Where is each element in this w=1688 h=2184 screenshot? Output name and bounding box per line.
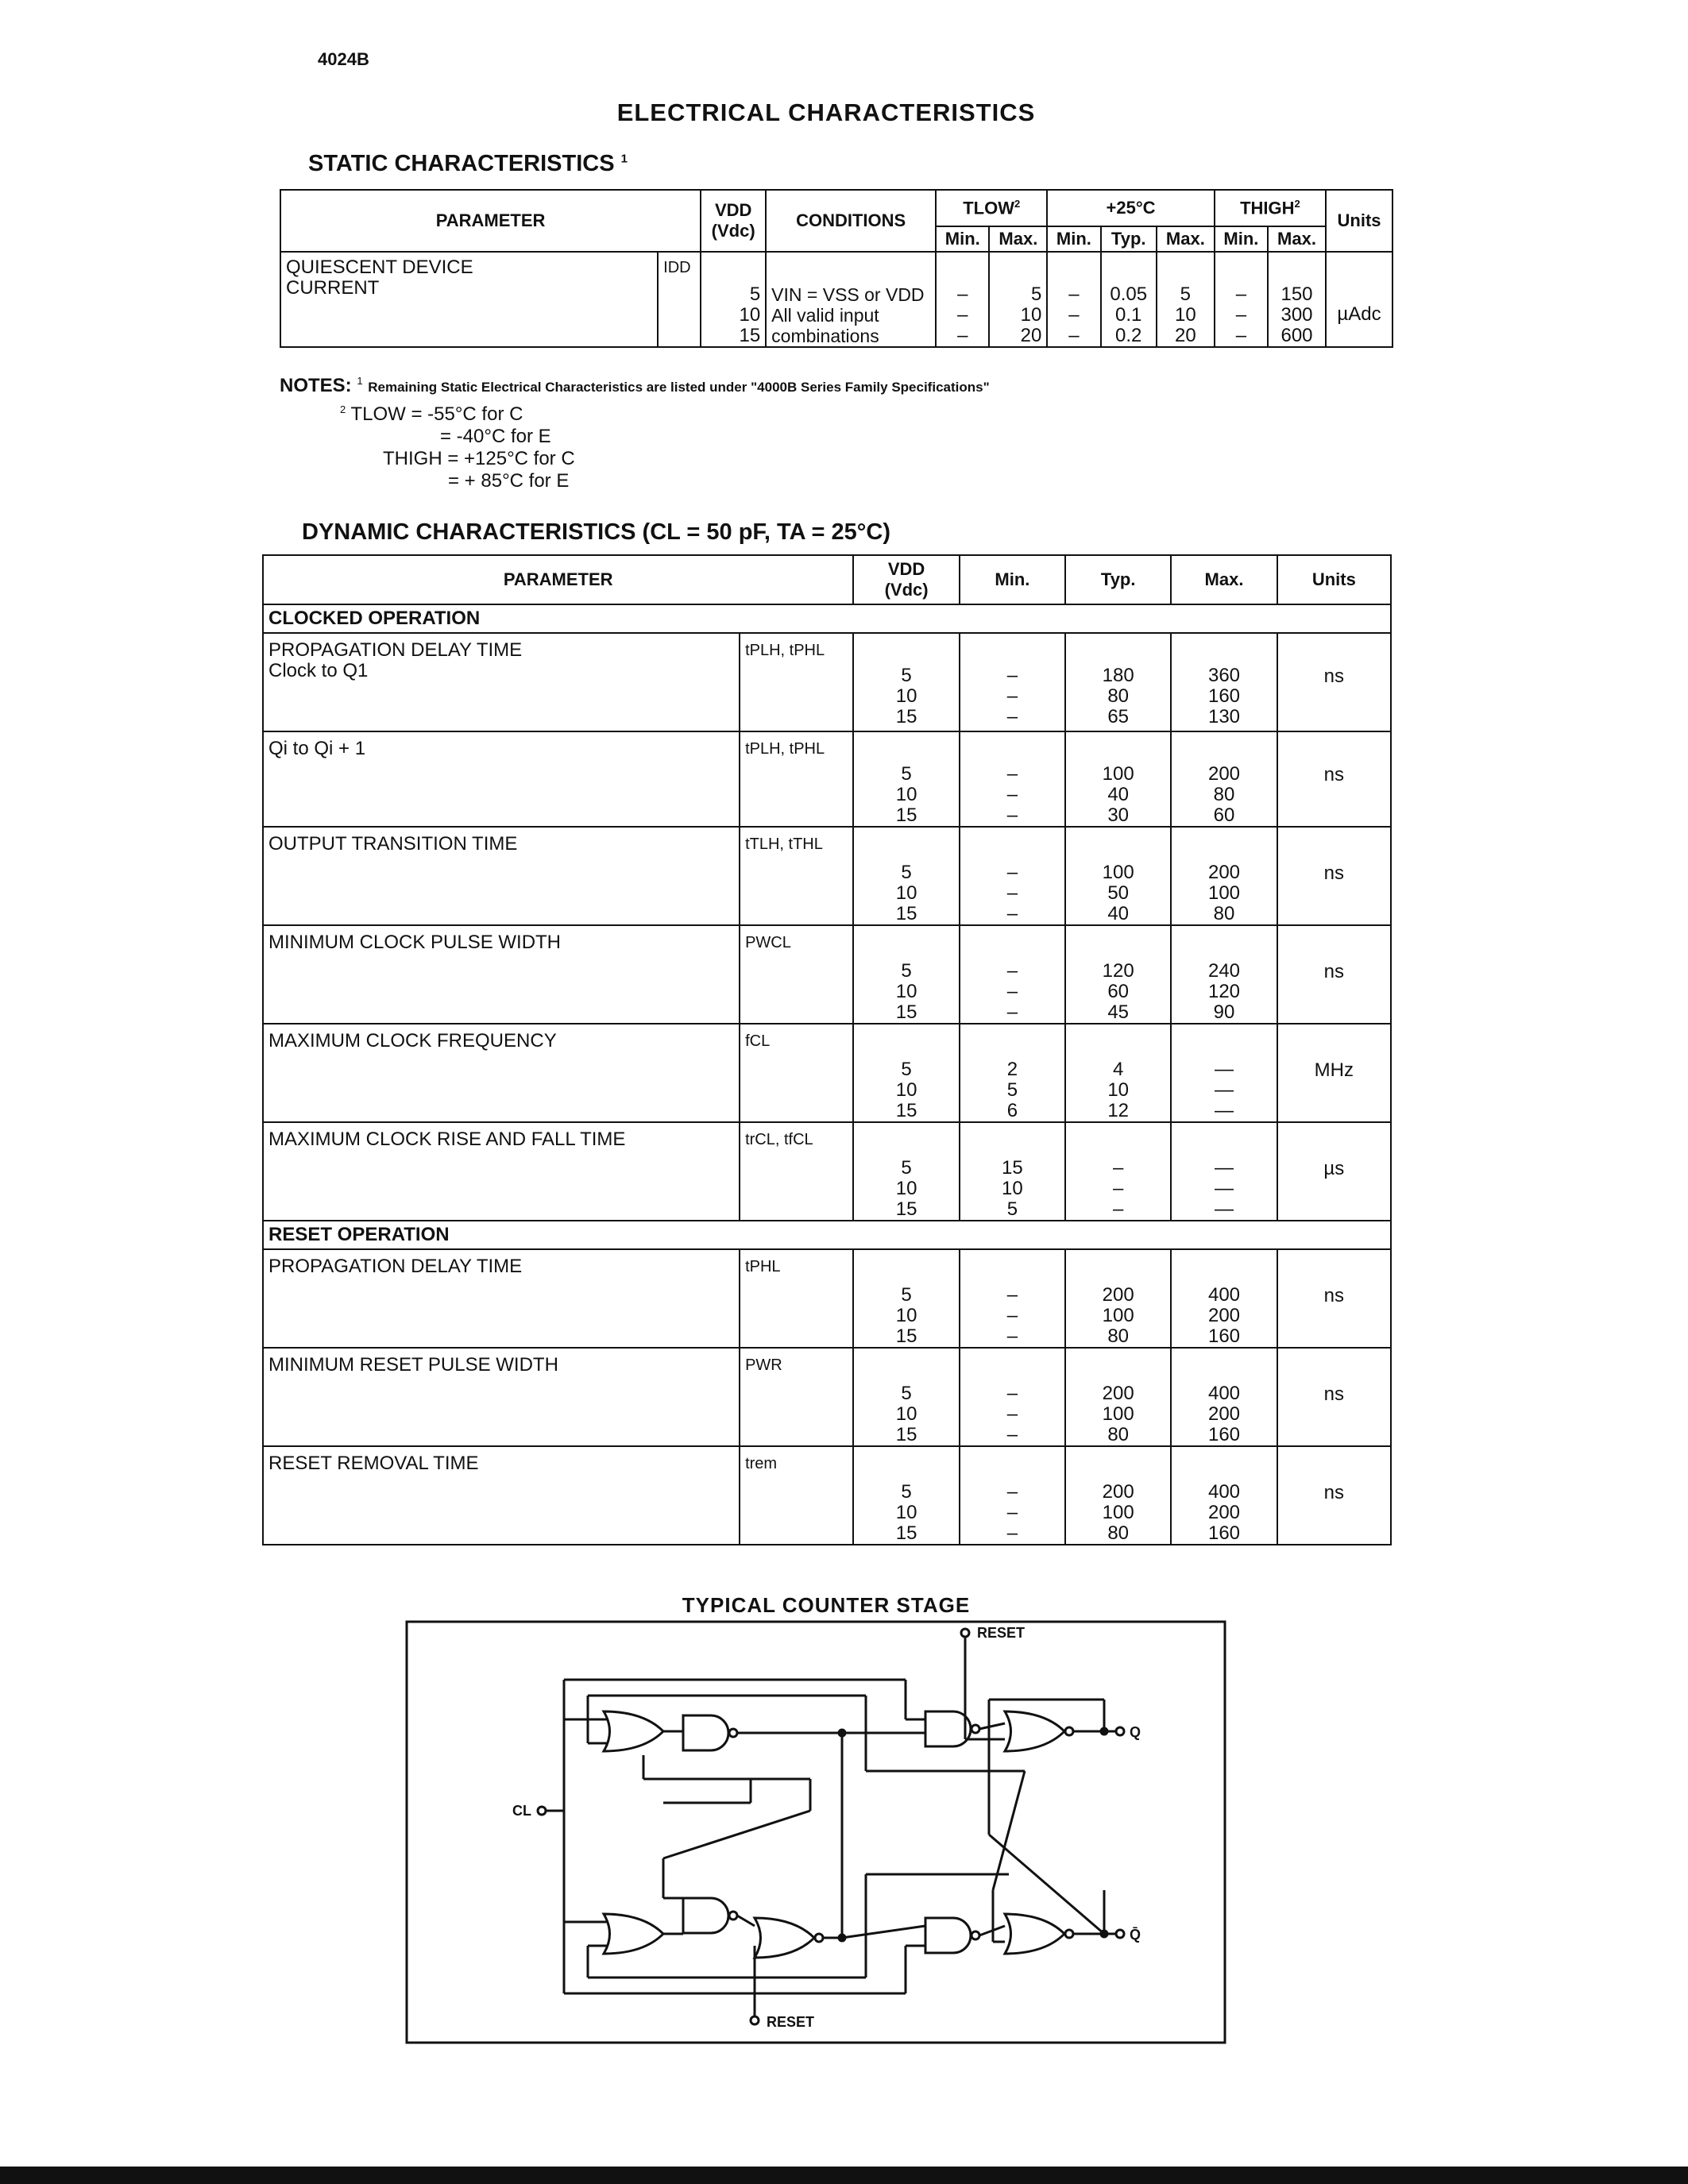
symbol-cell: tTLH, tTHL <box>740 827 853 925</box>
symbol-cell: trCL, tfCL <box>740 1122 853 1221</box>
nor-gate-bottom-right <box>1005 1914 1064 1954</box>
typ-cell: 100 40 30 <box>1065 731 1171 827</box>
static-head-parameter: PARAMETER <box>280 190 701 252</box>
note2-tlow-c: TLOW = -55°C for C <box>350 403 523 425</box>
param-cell: MAXIMUM CLOCK RISE AND FALL TIME <box>263 1122 740 1221</box>
page-title: ELECTRICAL CHARACTERISTICS <box>616 98 1036 126</box>
vdd-cell: 5 10 15 <box>853 731 959 827</box>
typ-cell: 200 100 80 <box>1065 1446 1171 1545</box>
min-cell: – – – <box>960 633 1065 731</box>
nand-gate-top <box>683 1715 728 1750</box>
table-row <box>263 731 1391 827</box>
part-number: 4024B <box>318 49 369 69</box>
nor-gate-bottom <box>755 1918 814 1958</box>
typ-cell: 200 100 80 <box>1065 1249 1171 1348</box>
label-qbar: Q̄ <box>1130 1927 1141 1943</box>
dynamic-title: DYNAMIC CHARACTERISTICS (CL = 50 pF, TA = 25°C) <box>302 519 890 545</box>
min-cell: – – – <box>960 731 1065 827</box>
static-row-units: µAdc <box>1326 252 1393 347</box>
min-cell: 15 10 5 <box>960 1122 1065 1221</box>
static-head-tlow-text: TLOW <box>963 198 1014 218</box>
note1-text: Remaining Static Electrical Characteristics are listed under "4000B Series Family Specifications" <box>368 380 990 395</box>
min-cell: – – – <box>960 1446 1065 1545</box>
table-row <box>263 827 1391 925</box>
notes-line-1 <box>280 370 990 399</box>
min-cell: 2 5 6 <box>960 1024 1065 1122</box>
static-head-conditions: CONDITIONS <box>766 190 936 252</box>
static-head-thigh-text: THIGH <box>1240 198 1295 218</box>
label-q: Q <box>1130 1724 1141 1740</box>
max-cell: 200 100 80 <box>1171 827 1277 925</box>
units-cell: ns <box>1277 827 1391 925</box>
units-cell: ns <box>1277 633 1391 731</box>
notes-block <box>280 370 990 492</box>
static-head-room-min: Min. <box>1047 226 1100 252</box>
min-cell: – – – <box>960 925 1065 1024</box>
param-cell: MINIMUM RESET PULSE WIDTH <box>263 1348 740 1446</box>
group-header: CLOCKED OPERATION <box>263 604 1391 633</box>
typ-cell: 4 10 12 <box>1065 1024 1171 1122</box>
param-cell: MINIMUM CLOCK PULSE WIDTH <box>263 925 740 1024</box>
static-head-thigh <box>1215 190 1326 226</box>
notes-label: NOTES: <box>280 375 352 396</box>
vdd-cell: 5 10 15 <box>853 633 959 731</box>
note2-mark: 2 <box>340 403 346 415</box>
units-cell: ns <box>1277 1348 1391 1446</box>
diagram-title: TYPICAL COUNTER STAGE <box>682 1593 971 1617</box>
static-head-vdd: VDD (Vdc) <box>701 190 766 252</box>
dyn-head-min: Min. <box>960 555 1065 604</box>
typ-cell: – – – <box>1065 1122 1171 1221</box>
static-row-conditions: VIN = VSS or VDD All valid input combinations <box>766 252 936 347</box>
static-table <box>280 189 1393 348</box>
static-row-tlow-min: – – – <box>936 252 989 347</box>
dyn-head-typ: Typ. <box>1065 555 1171 604</box>
max-cell: — — — <box>1171 1024 1277 1122</box>
table-row <box>263 1446 1391 1545</box>
vdd-cell: 5 10 15 <box>853 1446 959 1545</box>
min-cell: – – – <box>960 827 1065 925</box>
nand-gate-bottom-right <box>925 1918 971 1953</box>
static-title <box>308 151 628 177</box>
units-cell: ns <box>1277 731 1391 827</box>
param-cell: PROPAGATION DELAY TIME <box>263 1249 740 1348</box>
min-cell: – – – <box>960 1249 1065 1348</box>
max-cell: 400 200 160 <box>1171 1348 1277 1446</box>
static-row-thigh-max: 150 300 600 <box>1268 252 1326 347</box>
typ-cell: 120 60 45 <box>1065 925 1171 1024</box>
dyn-head-units: Units <box>1277 555 1391 604</box>
symbol-cell: tPHL <box>740 1249 853 1348</box>
counter-stage-diagram <box>405 1620 1231 2049</box>
dynamic-table <box>262 554 1392 1545</box>
param-cell: Qi to Qi + 1 <box>263 731 740 827</box>
static-row-tlow-max: 5 10 20 <box>989 252 1047 347</box>
group-row <box>263 604 1391 633</box>
max-cell: 240 120 90 <box>1171 925 1277 1024</box>
symbol-cell: tPLH, tPHL <box>740 633 853 731</box>
table-row <box>263 925 1391 1024</box>
or-gate-top <box>604 1711 663 1751</box>
max-cell: 360 160 130 <box>1171 633 1277 731</box>
vdd-cell: 5 10 15 <box>853 1024 959 1122</box>
symbol-cell: trem <box>740 1446 853 1545</box>
vdd-cell: 5 10 15 <box>853 1249 959 1348</box>
table-row <box>263 1249 1391 1348</box>
group-row <box>263 1221 1391 1249</box>
static-head-tlow <box>936 190 1047 226</box>
vdd-cell: 5 10 15 <box>853 827 959 925</box>
static-head-thigh-note: 2 <box>1294 197 1300 210</box>
typ-cell: 100 50 40 <box>1065 827 1171 925</box>
static-head-room-max: Max. <box>1157 226 1215 252</box>
note2-tlow-e: = -40°C for E <box>440 426 551 447</box>
static-head-room-typ: Typ. <box>1101 226 1157 252</box>
dyn-head-vdd: VDD (Vdc) <box>853 555 959 604</box>
notes-line-2 <box>280 399 990 426</box>
min-cell: – – – <box>960 1348 1065 1446</box>
static-row-vdd: 5 10 15 <box>701 252 766 347</box>
max-cell: 200 80 60 <box>1171 731 1277 827</box>
typ-cell: 200 100 80 <box>1065 1348 1171 1446</box>
label-reset-bottom: RESET <box>767 2014 815 2030</box>
units-cell: µs <box>1277 1122 1391 1221</box>
static-head-thigh-min: Min. <box>1215 226 1268 252</box>
group-header: RESET OPERATION <box>263 1221 1391 1249</box>
note2-thigh-e: = + 85°C for E <box>448 470 570 492</box>
note1-mark: 1 <box>357 375 363 387</box>
dyn-head-parameter: PARAMETER <box>263 555 853 604</box>
diagram-frame <box>407 1622 1225 2043</box>
static-row-symbol: IDD <box>658 252 701 347</box>
table-row <box>263 1348 1391 1446</box>
static-row-thigh-min: – – – <box>1215 252 1268 347</box>
static-head-units: Units <box>1326 190 1393 252</box>
max-cell: 400 200 160 <box>1171 1446 1277 1545</box>
nand-gate-top-right <box>925 1711 971 1746</box>
vdd-cell: 5 10 15 <box>853 925 959 1024</box>
static-head-thigh-max: Max. <box>1268 226 1326 252</box>
param-cell: RESET REMOVAL TIME <box>263 1446 740 1545</box>
nor-gate-top-right <box>1005 1711 1064 1751</box>
static-head-room: +25°C <box>1047 190 1215 226</box>
symbol-cell: tPLH, tPHL <box>740 731 853 827</box>
static-title-text: STATIC CHARACTERISTICS <box>308 151 615 176</box>
table-row <box>263 633 1391 731</box>
static-row-parameter: QUIESCENT DEVICE CURRENT <box>280 252 658 347</box>
static-row-room-min: – – – <box>1047 252 1100 347</box>
static-row-room-typ: 0.05 0.1 0.2 <box>1101 252 1157 347</box>
note2-thigh-c: THIGH = +125°C for C <box>383 448 575 469</box>
label-reset-top: RESET <box>977 1625 1026 1641</box>
units-cell: MHz <box>1277 1024 1391 1122</box>
static-head-tlow-max: Max. <box>989 226 1047 252</box>
or-gate-bottom <box>604 1914 663 1954</box>
symbol-cell: PWR <box>740 1348 853 1446</box>
param-cell: MAXIMUM CLOCK FREQUENCY <box>263 1024 740 1122</box>
label-cl: CL <box>512 1803 531 1819</box>
vdd-cell: 5 10 15 <box>853 1122 959 1221</box>
vdd-cell: 5 10 15 <box>853 1348 959 1446</box>
static-title-note: 1 <box>620 152 628 166</box>
page-bottom-edge <box>0 2167 1688 2184</box>
table-row <box>263 1024 1391 1122</box>
units-cell: ns <box>1277 925 1391 1024</box>
typ-cell: 180 80 65 <box>1065 633 1171 731</box>
param-cell: PROPAGATION DELAY TIME Clock to Q1 <box>263 633 740 731</box>
nand-gate-bottom-1 <box>683 1898 728 1933</box>
static-head-tlow-note: 2 <box>1014 197 1021 210</box>
table-row <box>263 1122 1391 1221</box>
max-cell: 400 200 160 <box>1171 1249 1277 1348</box>
units-cell: ns <box>1277 1249 1391 1348</box>
units-cell: ns <box>1277 1446 1391 1545</box>
symbol-cell: fCL <box>740 1024 853 1122</box>
static-row-room-max: 5 10 20 <box>1157 252 1215 347</box>
dyn-head-max: Max. <box>1171 555 1277 604</box>
max-cell: — — — <box>1171 1122 1277 1221</box>
static-head-tlow-min: Min. <box>936 226 989 252</box>
symbol-cell: PWCL <box>740 925 853 1024</box>
param-cell: OUTPUT TRANSITION TIME <box>263 827 740 925</box>
